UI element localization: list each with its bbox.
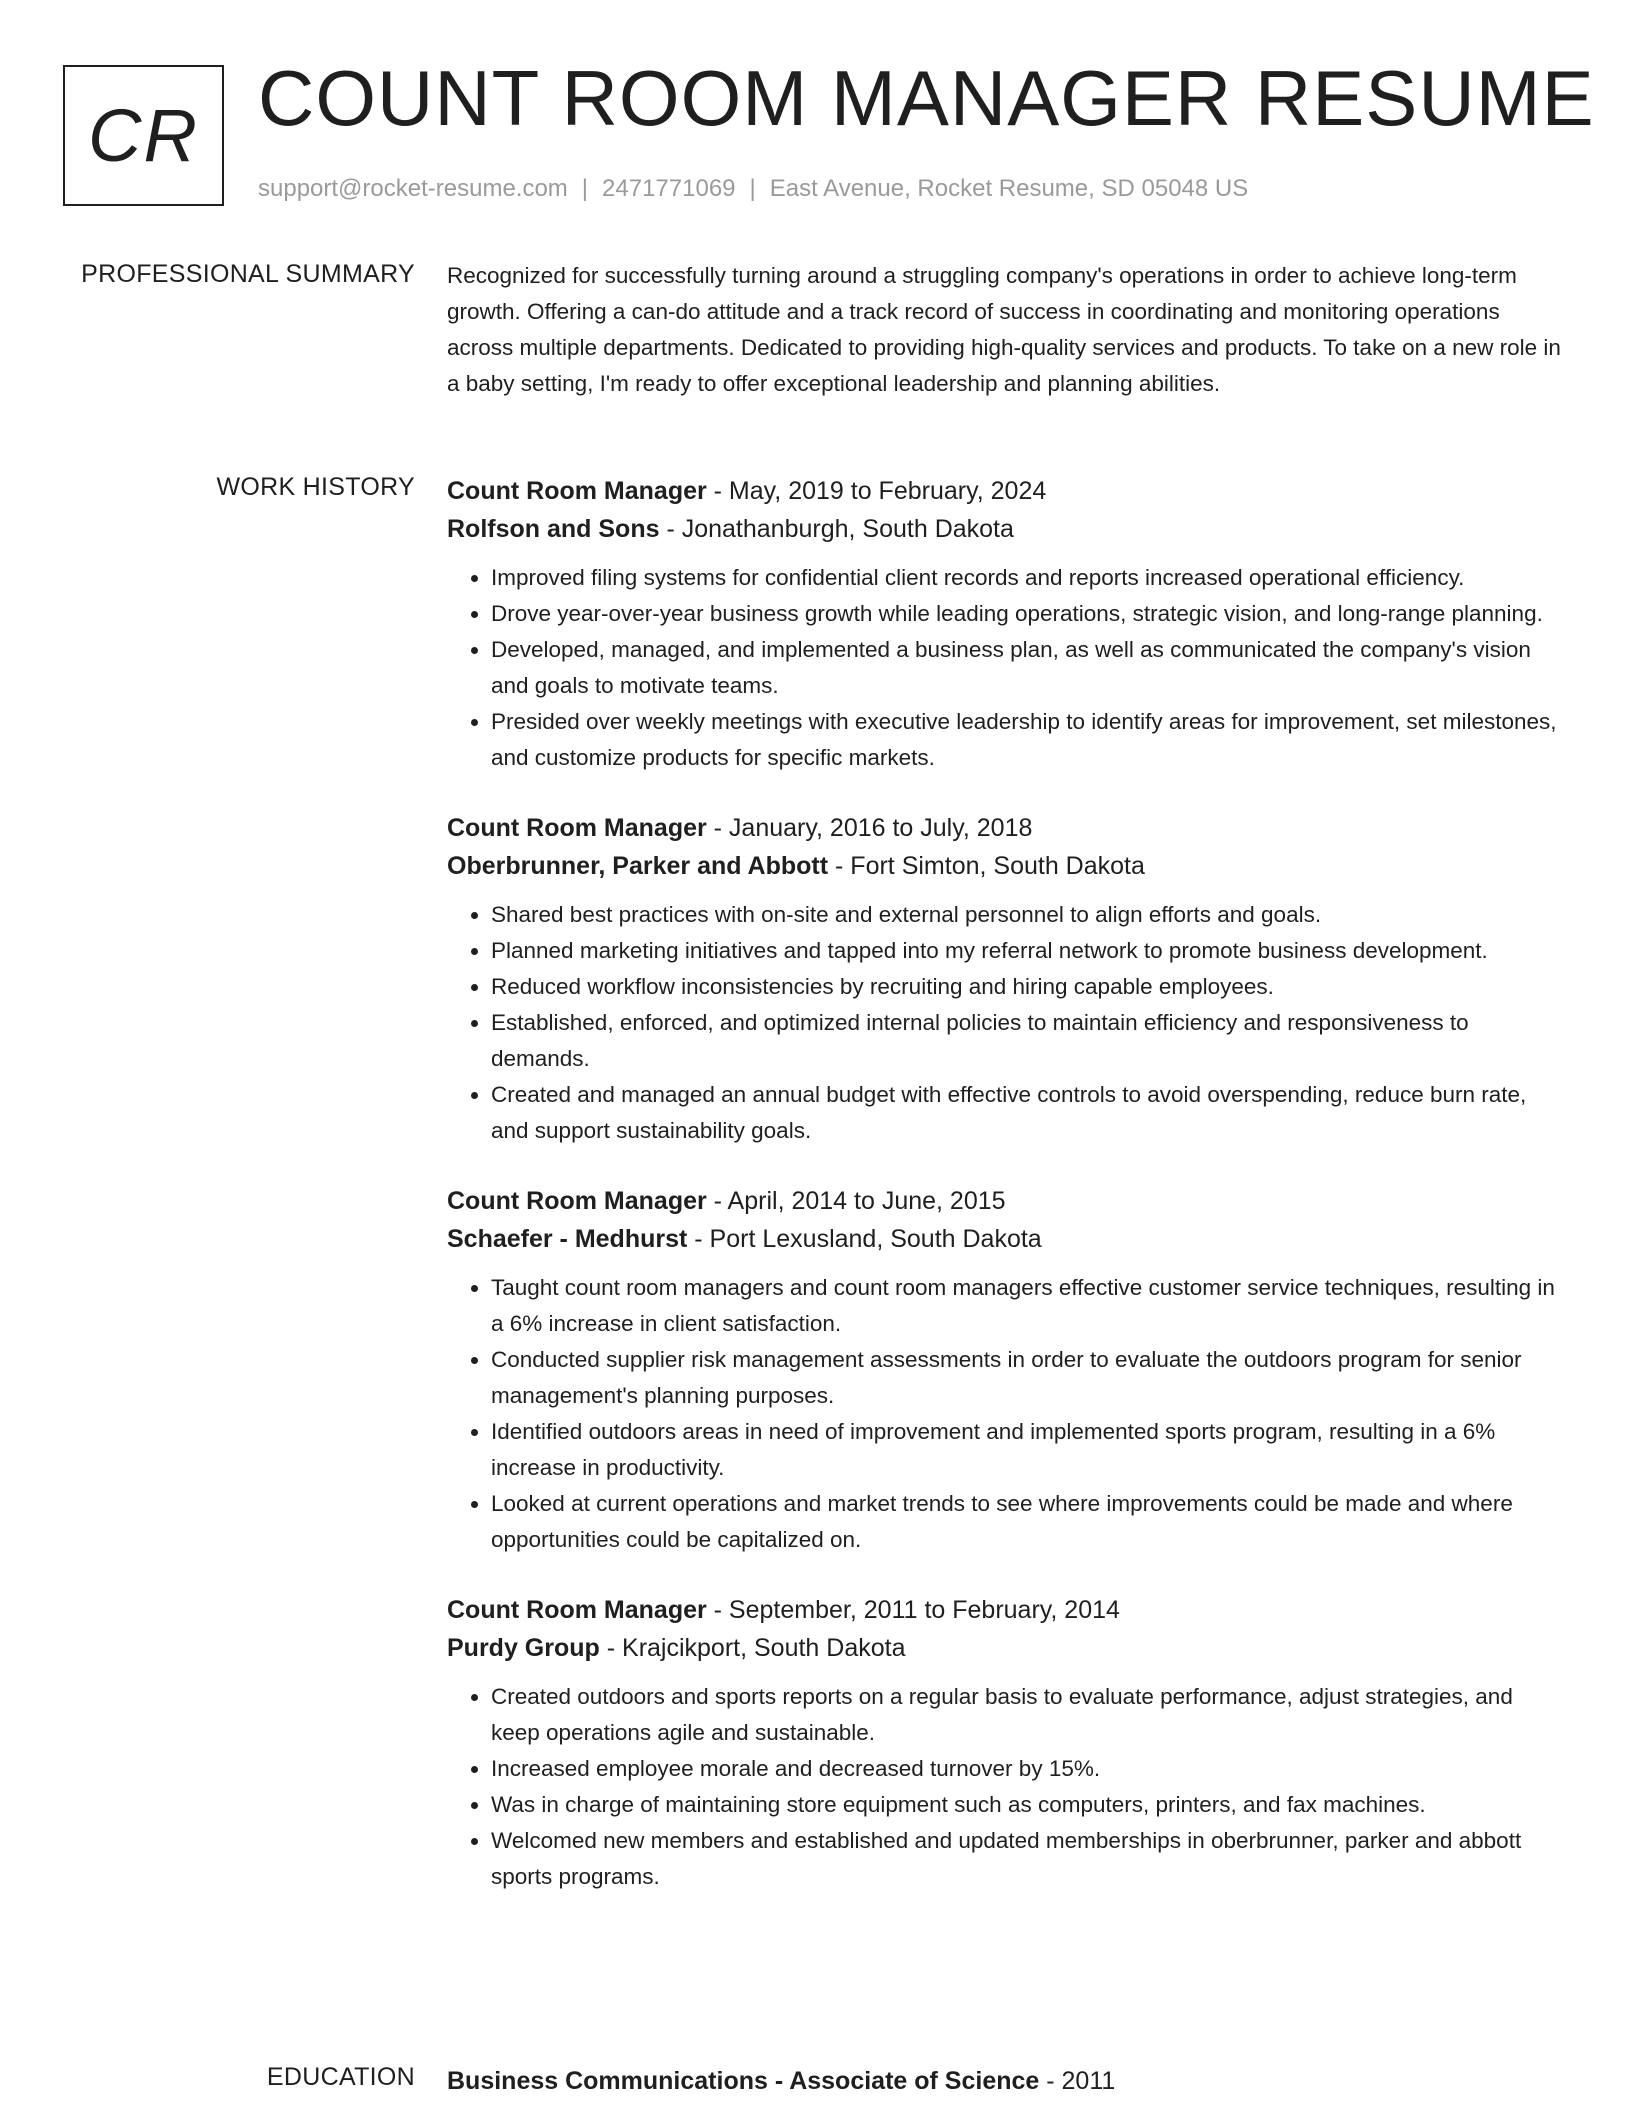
job-company-line <box>447 1220 1567 1258</box>
job-company-line <box>447 1629 1567 1667</box>
job-dates: - April, 2014 to June, 2015 <box>706 1187 1006 1215</box>
monogram-logo <box>63 65 224 206</box>
job-company: Oberbrunner, Parker and Abbott <box>447 852 829 880</box>
job-bullet-item: • Drove year-over-year business growth while leading operations, strategic vision, and long-range planning. <box>491 596 1567 632</box>
summary-section <box>447 258 1567 402</box>
job-title: Count Room Manager <box>447 1596 707 1624</box>
job-title: Count Room Manager <box>447 814 707 842</box>
job-company: Purdy Group <box>447 1634 600 1662</box>
contact-email[interactable]: support@rocket-resume.com <box>258 175 568 202</box>
education-degree: Business Communications - Associate of Science <box>447 2067 1040 2095</box>
job-bullets <box>447 897 1567 1149</box>
job-bullets <box>447 1679 1567 1895</box>
job-company-line <box>447 510 1567 548</box>
job-company-line <box>447 847 1567 885</box>
contact-separator: | <box>581 175 589 202</box>
job-bullet-item: • Improved filing systems for confidential client records and reports increased operational efficiency. <box>491 560 1567 596</box>
job-bullets <box>447 560 1567 776</box>
job-entry <box>447 1591 1567 1895</box>
contact-line <box>258 175 1248 203</box>
page-title: COUNT ROOM MANAGER RESUME <box>258 54 1595 142</box>
job-bullet-item: • Created and managed an annual budget with effective controls to avoid overspending, reduce burn rate, and support sustainability goals. <box>491 1077 1567 1149</box>
job-bullet-item: • Welcomed new members and established and updated memberships in oberbrunner, parker and abbott sports programs. <box>491 1823 1567 1895</box>
job-bullets <box>447 1270 1567 1558</box>
job-bullet-item: • Established, enforced, and optimized internal policies to maintain efficiency and responsiveness to demands. <box>491 1005 1567 1077</box>
job-bullet-item: • Was in charge of maintaining store equipment such as computers, printers, and fax machines. <box>491 1787 1567 1823</box>
contact-phone[interactable]: 2471771069 <box>602 175 736 202</box>
job-dates: - May, 2019 to February, 2024 <box>706 477 1047 505</box>
job-location: - Port Lexusland, South Dakota <box>687 1225 1042 1253</box>
job-title-line <box>447 1182 1567 1220</box>
job-bullet-item: • Reduced workflow inconsistencies by recruiting and hiring capable employees. <box>491 969 1567 1005</box>
job-title: Count Room Manager <box>447 477 707 505</box>
job-title-line <box>447 472 1567 510</box>
section-label-summary: PROFESSIONAL SUMMARY <box>81 260 415 288</box>
section-label-work-history: WORK HISTORY <box>216 473 415 501</box>
job-bullet-item: • Identified outdoors areas in need of improvement and implemented sports program, resulting in a 6% increase in productivity. <box>491 1414 1567 1486</box>
education-year: - 2011 <box>1039 2067 1116 2095</box>
summary-text: Recognized for successfully turning around a struggling company's operations in order to achieve long-term growth. Offering a can-do attitude and a track record of success in coordinating and monitoring operations across multiple departments. Dedicated to providing high-quality services and products. To take on a new role in a baby setting, I'm ready to offer exceptional leadership and planning abilities. <box>447 263 1561 396</box>
job-location: - Fort Simton, South Dakota <box>828 852 1145 880</box>
education-entry <box>447 2062 1567 2100</box>
job-title: Count Room Manager <box>447 1187 707 1215</box>
contact-address: East Avenue, Rocket Resume, SD 05048 US <box>769 175 1249 202</box>
job-title-line <box>447 1591 1567 1629</box>
job-title-line <box>447 809 1567 847</box>
job-entry <box>447 1182 1567 1558</box>
job-bullet-item: • Taught count room managers and count room managers effective customer service techniques, resulting in a 6% increase in client satisfaction. <box>491 1270 1567 1342</box>
job-bullet-item: • Developed, managed, and implemented a business plan, as well as communicated the company's vision and goals to motivate teams. <box>491 632 1567 704</box>
job-bullet-item: • Shared best practices with on-site and external personnel to align efforts and goals. <box>491 897 1567 933</box>
job-entry <box>447 472 1567 776</box>
work-history-section <box>447 472 1567 1928</box>
job-location: - Jonathanburgh, South Dakota <box>659 515 1014 543</box>
job-company: Schaefer - Medhurst <box>447 1225 688 1253</box>
job-entry <box>447 809 1567 1149</box>
monogram-text: CR <box>88 94 199 177</box>
job-dates: - September, 2011 to February, 2014 <box>706 1596 1120 1624</box>
contact-separator: | <box>749 175 756 202</box>
job-bullet-item: • Conducted supplier risk management assessments in order to evaluate the outdoors program for senior management's planning purposes. <box>491 1342 1567 1414</box>
job-company: Rolfson and Sons <box>447 515 660 543</box>
job-bullet-item: • Planned marketing initiatives and tapped into my referral network to promote business development. <box>491 933 1567 969</box>
job-bullet-item: • Created outdoors and sports reports on a regular basis to evaluate performance, adjust strategies, and keep operations agile and sustainable. <box>491 1679 1567 1751</box>
education-section <box>447 2062 1567 2100</box>
job-bullet-item: • Increased employee morale and decreased turnover by 15%. <box>491 1751 1567 1787</box>
job-location: - Krajcikport, South Dakota <box>599 1634 906 1662</box>
section-label-education: EDUCATION <box>266 2063 415 2091</box>
job-bullet-item: • Presided over weekly meetings with executive leadership to identify areas for improvement, set milestones, and customize products for specific markets. <box>491 704 1567 776</box>
job-dates: - January, 2016 to July, 2018 <box>706 814 1033 842</box>
job-bullet-item: • Looked at current operations and market trends to see where improvements could be made and where opportunities could be capitalized on. <box>491 1486 1567 1558</box>
